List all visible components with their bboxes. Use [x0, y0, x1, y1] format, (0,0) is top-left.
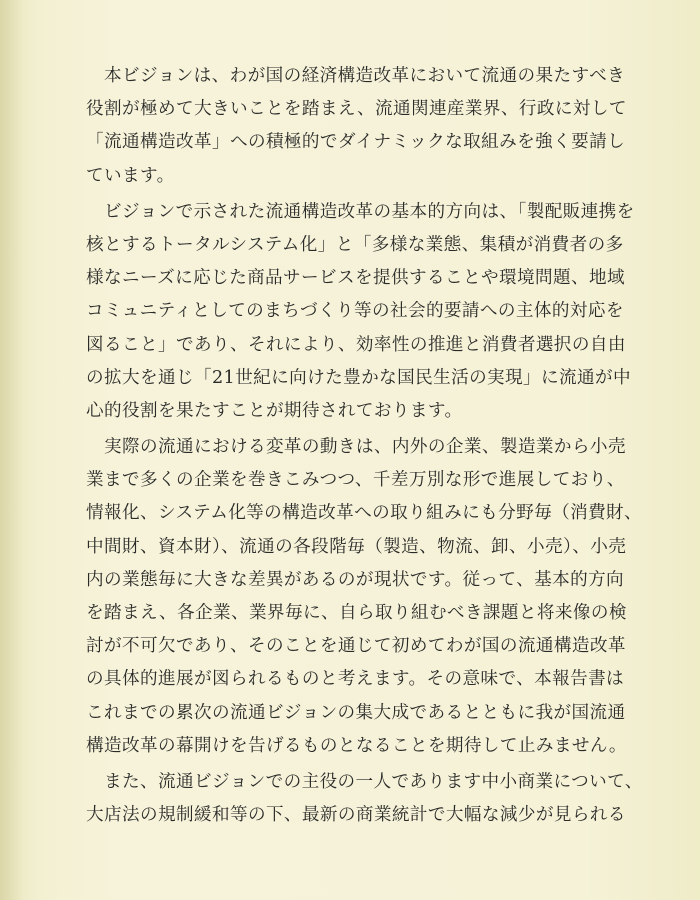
text-line: 情報化、システム化等の構造改革への取り組みにも分野毎（消費財、: [86, 503, 643, 524]
page-gutter-shadow: [0, 0, 24, 900]
body-text: [86, 60, 643, 832]
text-line: を踏まえ、各企業、業界毎に、自ら取り組むべき課題と将来像の検: [86, 603, 627, 623]
text-line: 本ビジョンは、わが国の経済構造改革において流通の果たすべき: [86, 66, 626, 86]
text-line: 大店法の規制緩和等の下、最新の商業統計で大幅な減少が見られる: [86, 805, 626, 826]
text-line: 核とするトータルシステム化」と「多様な業態、集積が消費者の多: [86, 234, 624, 255]
text-line: コミュニティとしてのまちづくり等の社会的要請への主体的対応を: [86, 301, 624, 322]
text-line: の拡大を通じ「21世紀に向けた豊かな国民生活の実現」に流通が中: [86, 367, 632, 388]
text-line: 役割が極めて大きいことを踏まえ、流通関連産業界、行政に対して: [86, 99, 627, 120]
text-line: 中間財、資本財）、流通の各段階毎（製造、物流、卸、小売）、小売: [86, 536, 627, 557]
text-line: の具体的進展が図られるものと考えます。その意味で、本報告書は: [86, 669, 625, 690]
text-line: ています。: [86, 165, 175, 186]
text-line: 業まで多くの企業を巻きこみつつ、千差万別な形で進展しており、: [86, 470, 625, 491]
text-line: 討が不可欠であり、そのことを通じて初めてわが国の流通構造改革: [86, 636, 626, 657]
text-line: また、流通ビジョンでの主役の一人であります中小商業について、: [86, 771, 643, 792]
text-line: 「流通構造改革」への積極的でダイナミックな取組みを強く要請し: [86, 132, 626, 153]
text-line: 実際の流通における変革の動きは、内外の企業、製造業から小売: [86, 437, 626, 458]
text-line: 様なニーズに応じた商品サービスを提供することや環境問題、地域: [86, 268, 625, 289]
text-line: これまでの累次の流通ビジョンの集大成であるとともに我が国流通: [86, 702, 626, 723]
text-line: 構造改革の幕開けを告げるものとなることを期待して止みません。: [86, 735, 627, 756]
text-line: 心的役割を果たすことが期待されております。: [86, 400, 463, 421]
text-line: 図ること」であり、それにより、効率性の推進と消費者選択の自由: [86, 334, 626, 355]
text-line: 内の業態毎に大きな差異があるのが現状です。従って、基本的方向: [86, 569, 625, 590]
text-line: ビジョンで示された流通構造改革の基本的方向は、「製配販連携を: [86, 201, 635, 222]
